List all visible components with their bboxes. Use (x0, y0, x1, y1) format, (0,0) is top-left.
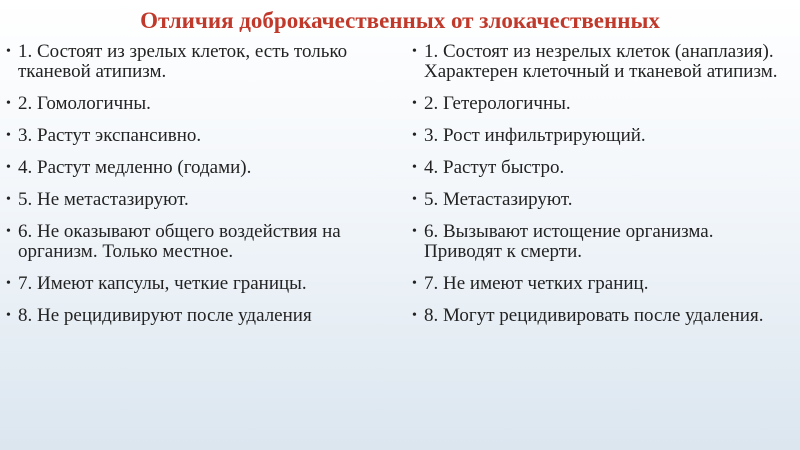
list-item-text: 8. Могут рецидивировать после удаления. (424, 305, 764, 326)
bullet-icon: • (6, 308, 11, 323)
bullet-icon: • (412, 128, 417, 143)
list-item (6, 42, 381, 82)
bullet-icon: • (6, 160, 11, 175)
list-item-text: 7. Не имеют четких границ. (424, 273, 649, 294)
list-item (412, 158, 792, 178)
bullet-icon: • (6, 96, 11, 111)
list-item (6, 94, 381, 114)
list-item-text: 6. Вызывают истощение организма. Приводят к смерти. (424, 221, 714, 262)
list-item (6, 126, 381, 146)
list-item (412, 274, 792, 294)
list-item (6, 306, 381, 326)
list-item (412, 306, 792, 326)
bullet-icon: • (6, 192, 11, 207)
bullet-icon: • (6, 224, 11, 239)
bullet-icon: • (412, 276, 417, 291)
bullet-icon: • (6, 276, 11, 291)
list-item-text: 7. Имеют капсулы, четкие границы. (18, 273, 307, 294)
list-item (6, 190, 381, 210)
list-item-text: 2. Гомологичны. (18, 93, 151, 114)
bullet-icon: • (412, 192, 417, 207)
list-item-text: 1. Состоят из зрелых клеток, есть только тканевой атипизм. (18, 41, 348, 82)
bullet-icon: • (412, 160, 417, 175)
list-item-text: 3. Растут экспансивно. (18, 125, 202, 146)
list-item-text: 1. Состоят из незрелых клеток (анаплазия). Характерен клеточный и тканевой атипизм. (424, 41, 778, 82)
bullet-icon: • (412, 224, 417, 239)
benign-list (6, 42, 381, 338)
list-item-text: 3. Рост инфильтрирующий. (424, 125, 646, 146)
list-item-text: 6. Не оказывают общего воздействия на организм. Только местное. (18, 221, 341, 262)
bullet-icon: • (6, 44, 11, 59)
list-item (6, 158, 381, 178)
list-item (412, 222, 792, 262)
bullet-icon: • (6, 128, 11, 143)
list-item-text: 8. Не рецидивируют после удаления (18, 305, 312, 326)
list-item-text: 5. Метастазируют. (424, 189, 573, 210)
slide-title: Отличия доброкачественных от злокачественных (140, 8, 660, 33)
list-item-text: 5. Не метастазируют. (18, 189, 189, 210)
list-item (6, 274, 381, 294)
bullet-icon: • (412, 96, 417, 111)
list-item-text: 2. Гетерологичны. (424, 93, 571, 114)
list-item (412, 190, 792, 210)
list-item (412, 94, 792, 114)
list-item (412, 126, 792, 146)
malignant-list (412, 42, 792, 338)
bullet-icon: • (412, 44, 417, 59)
list-item (412, 42, 792, 82)
bullet-icon: • (412, 308, 417, 323)
list-item (6, 222, 381, 262)
list-item-text: 4. Растут медленно (годами). (18, 157, 252, 178)
list-item-text: 4. Растут быстро. (424, 157, 565, 178)
